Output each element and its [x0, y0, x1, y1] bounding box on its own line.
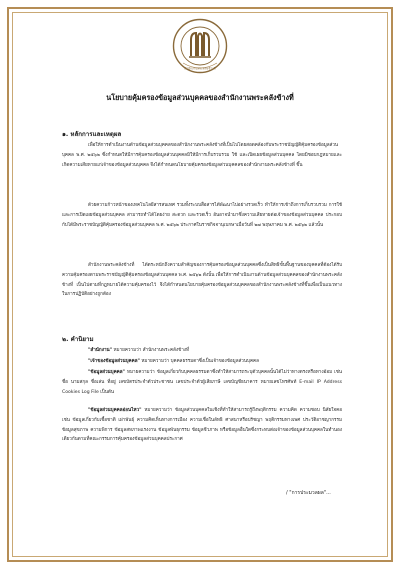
- definition-text: หมายความว่า สำนักงานพระคลังข้างที่: [112, 348, 190, 353]
- section-heading-2: ๒. คำนิยาม: [62, 336, 94, 343]
- paragraph-1-2: ด้วยความก้าวหน้าของเทคโนโลยีสารสนเทศ รวมทั้งระบบสื่อสารได้พัฒนาไปอย่างรวดเร็ว ทำให้การเข้าถึงการเก็บรวบรวม การใช้ และการเปิดเผยข้อมูลส่วนบุคคล สามารถทำได้โดยง่าย สะดวก และรวดเร็ว อันอาจนำมาซึ่งความเสียหายต่อเจ้าของข้อมูลส่วนบุคคล ประกอบกับได้มีพระราชบัญญัติคุ้มครองข้อมูลส่วนบุคคล พ.ศ. ๒๕๖๒ ประกาศในราชกิจจานุเบกษาเมื่อวันที่ ๒๗ พฤษภาคม พ.ศ. ๒๕๖๒ แล้วนั้น: [62, 203, 342, 228]
- royal-seal-logo-icon: [172, 18, 228, 74]
- section-heading-1: ๑. หลักการและเหตุผล: [62, 131, 122, 138]
- definition-sensitive-data: [62, 406, 342, 468]
- definition-data-owner: [62, 357, 342, 367]
- definition-office: [62, 346, 342, 356]
- definition-text: หมายความว่า ข้อมูลเกี่ยวกับบุคคลธรรมดาซึ่งทำให้สามารถระบุตัวบุคคลนั้นได้ไม่ว่าทางตรงหรือทางอ้อม เช่น ชื่อ นามสกุล ชื่อเล่น ที่อยู่ เลขบัตรประจำตัวประชาชน เลขประจำตัวผู้เสียภาษี เลขบัญชีธนาคาร หมายเลขโทรศัพท์ E-mail IP Address Cookies Log File เป็นต้น: [62, 370, 342, 395]
- definition-term: "สำนักงาน": [88, 348, 113, 353]
- paragraph-1-1: เพื่อให้การดำเนินงานด้านข้อมูลส่วนบุคคลของสำนักงานพระคลังข้างที่เป็นไปโดยสอดคล้องกับพระราชบัญญัติคุ้มครองข้อมูลส่วนบุคคล พ.ศ. ๒๕๖๒ ซึ่งกำหนดให้มีการคุ้มครองข้อมูลส่วนบุคคลมิให้มีการเก็บรวบรวม ใช้ และเปิดเผยข้อมูลส่วนบุคคล โดยมิชอบกฎหมายและเกิดความเสียหายแก่เจ้าของข้อมูลส่วนบุคคล จึงได้กำหนดนโยบายคุ้มครองข้อมูลส่วนบุคคลของสำนักงานพระคลังข้างที่ ขึ้น: [62, 143, 342, 168]
- definition-term: "ข้อมูลส่วนบุคคล": [88, 370, 125, 375]
- logo-caption: สำนักงานพระคลังข้างที่: [184, 66, 216, 71]
- document-title: นโยบายคุ้มครองข้อมูลส่วนบุคคลของสำนักงานพระคลังข้างที่: [106, 93, 294, 102]
- definition-text: หมายความว่า ข้อมูลส่วนบุคคลในเชิงที่ทำให้สามารถรู้ถึงพฤติกรรม ความคิด ความชอบ นิสัยใจคอ เช่น ข้อมูลเกี่ยวกับเชื้อชาติ เผ่าพันธุ์ ความคิดเห็นทางการเมือง ความเชื่อในลัทธิ ศาสนาหรือปรัชญา พฤติกรรมทางเพศ ประวัติอาชญากรรม ข้อมูลสุขภาพ ความพิการ ข้อมูลสหภาพแรงงาน ข้อมูลพันธุกรรม ข้อมูลชีวภาพ หรือข้อมูลอื่นใดซึ่งกระทบต่อเจ้าของข้อมูลส่วนบุคคลในทำนองเดียวกันตามที่คณะกรรมการคุ้มครองข้อมูลส่วนบุคคลประกาศ: [62, 408, 342, 443]
- definition-term: "ข้อมูลส่วนบุคคลอ่อนไหว": [88, 408, 142, 413]
- paragraph-1-3: สำนักงานพระคลังข้างที่ ได้ตระหนักถึงความสำคัญของการคุ้มครองข้อมูลส่วนบุคคลซึ่งเป็นสิทธิขั้นพื้นฐานของบุคคลที่ต้องได้รับความคุ้มครองตามพระราชบัญญัติคุ้มครองข้อมูลส่วนบุคคล พ.ศ. ๒๕๖๒ ดังนั้น เพื่อให้การดำเนินงานด้านข้อมูลส่วนบุคคลของสำนักงานพระคลังข้างที่ เป็นไปตามที่กฎหมายได้ความคุ้มครองไว้ จึงได้กำหนดนโยบายคุ้มครองข้อมูลส่วนบุคคลของสำนักงานพระคลังข้างที่ขึ้นเพื่อเป็นแนวทางในการปฏิบัติอย่างถูกต้อง: [62, 263, 342, 298]
- definition-personal-data: [62, 368, 342, 404]
- definition-text: หมายความว่า บุคคลธรรมดาซึ่งเป็นเจ้าของข้อมูลส่วนบุคคล: [139, 359, 259, 364]
- continuation-marker: / "การประมวลผล"...: [286, 490, 331, 496]
- definition-term: "เจ้าของข้อมูลส่วนบุคคล": [88, 359, 140, 364]
